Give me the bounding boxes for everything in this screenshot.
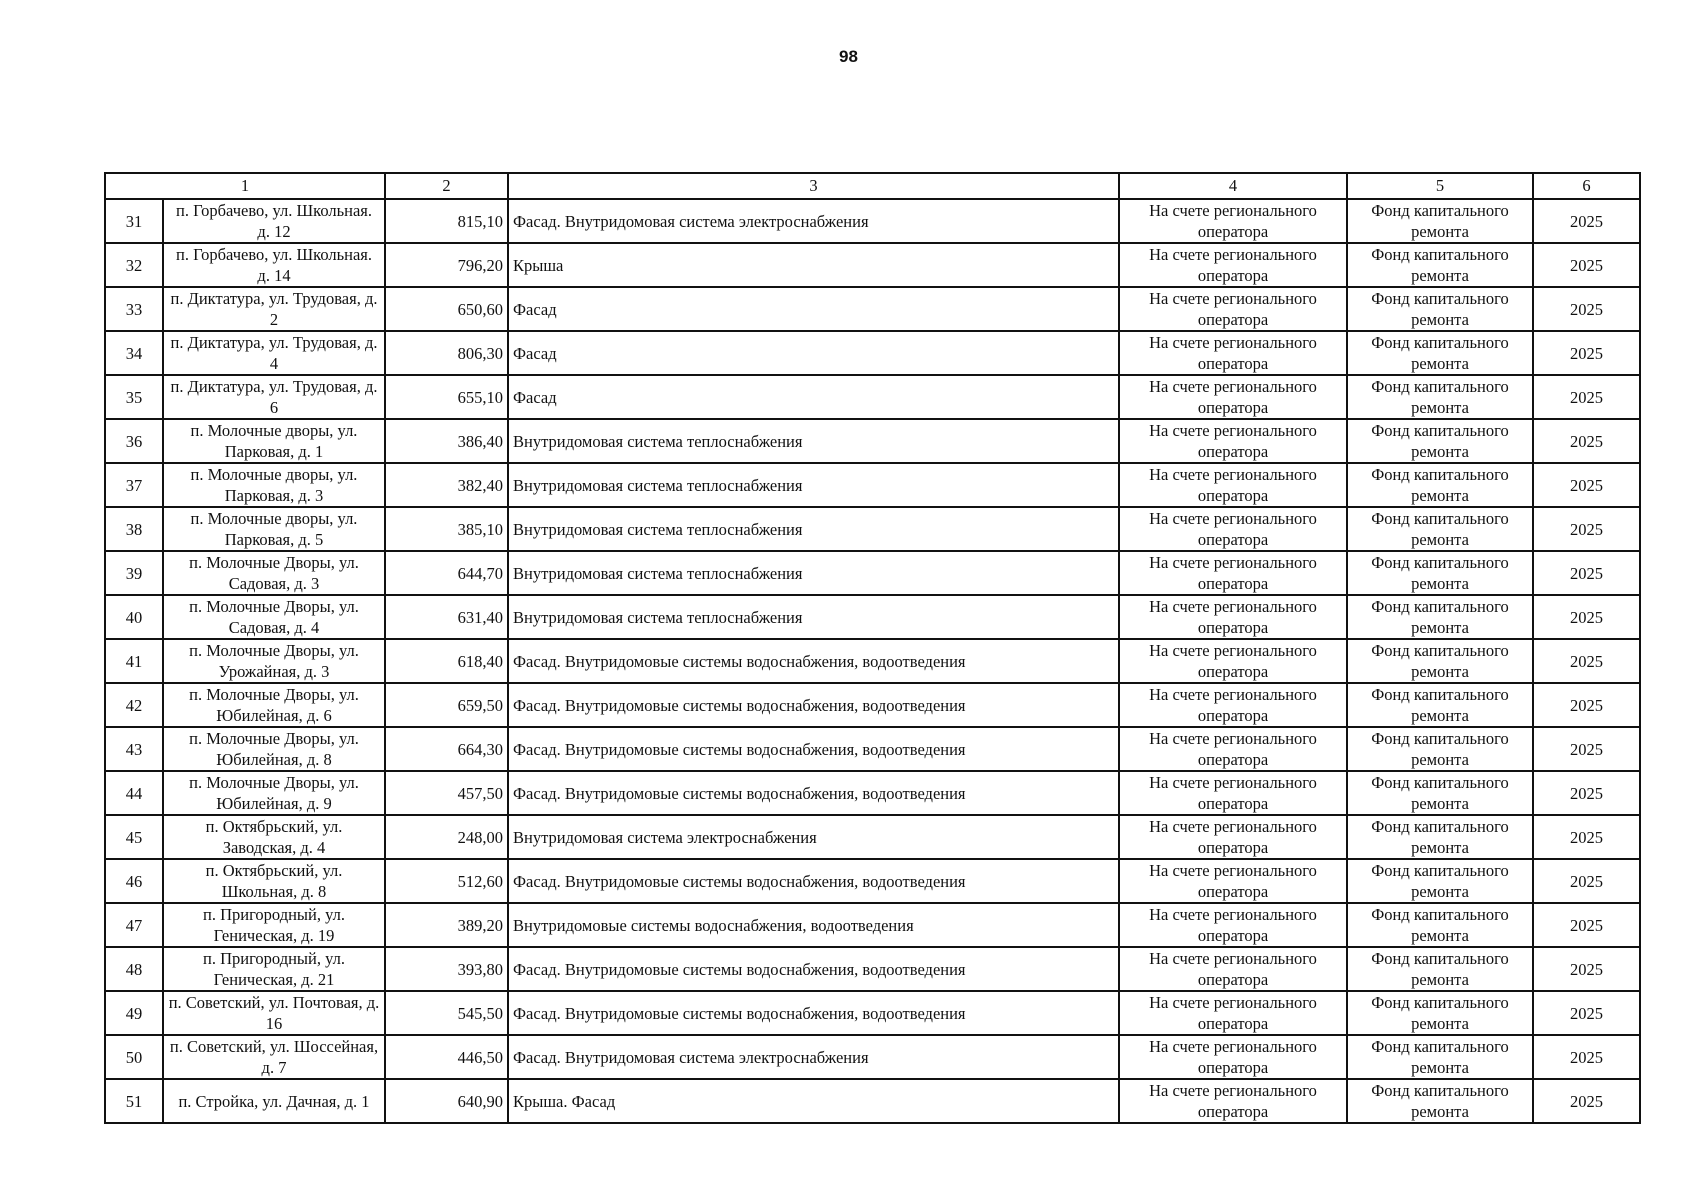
funding-source-cell: Фонд капитального ремонта xyxy=(1347,683,1533,727)
table-row xyxy=(105,991,1640,1035)
row-number: 43 xyxy=(105,727,163,771)
row-number: 34 xyxy=(105,331,163,375)
row-number: 45 xyxy=(105,815,163,859)
funding-source-cell: Фонд капитального ремонта xyxy=(1347,463,1533,507)
works-cell: Фасад. Внутридомовые системы водоснабжения, водоотведения xyxy=(508,639,1119,683)
works-cell: Фасад. Внутридомовые системы водоснабжения, водоотведения xyxy=(508,727,1119,771)
fund-method-cell: На счете регионального оператора xyxy=(1119,331,1347,375)
header-cell-4: 4 xyxy=(1119,173,1347,199)
area-cell: 248,00 xyxy=(385,815,508,859)
area-cell: 650,60 xyxy=(385,287,508,331)
fund-method-cell: На счете регионального оператора xyxy=(1119,771,1347,815)
area-cell: 655,10 xyxy=(385,375,508,419)
funding-source-cell: Фонд капитального ремонта xyxy=(1347,903,1533,947)
year-cell: 2025 xyxy=(1533,199,1640,243)
year-cell: 2025 xyxy=(1533,683,1640,727)
area-cell: 545,50 xyxy=(385,991,508,1035)
address-cell: п. Молочные Дворы, ул. Урожайная, д. 3 xyxy=(163,639,385,683)
fund-method-cell: На счете регионального оператора xyxy=(1119,551,1347,595)
year-cell: 2025 xyxy=(1533,331,1640,375)
address-cell: п. Молочные Дворы, ул. Садовая, д. 4 xyxy=(163,595,385,639)
year-cell: 2025 xyxy=(1533,815,1640,859)
page-number: 98 xyxy=(839,47,858,66)
year-cell: 2025 xyxy=(1533,551,1640,595)
row-number: 49 xyxy=(105,991,163,1035)
funding-source-cell: Фонд капитального ремонта xyxy=(1347,771,1533,815)
fund-method-cell: На счете регионального оператора xyxy=(1119,463,1347,507)
fund-method-cell: На счете регионального оператора xyxy=(1119,595,1347,639)
table-row xyxy=(105,727,1640,771)
table-header xyxy=(105,173,1640,199)
table-row xyxy=(105,331,1640,375)
area-cell: 815,10 xyxy=(385,199,508,243)
year-cell: 2025 xyxy=(1533,771,1640,815)
funding-source-cell: Фонд капитального ремонта xyxy=(1347,815,1533,859)
year-cell: 2025 xyxy=(1533,463,1640,507)
year-cell: 2025 xyxy=(1533,375,1640,419)
fund-method-cell: На счете регионального оператора xyxy=(1119,507,1347,551)
table-row xyxy=(105,287,1640,331)
funding-source-cell: Фонд капитального ремонта xyxy=(1347,287,1533,331)
table-row xyxy=(105,595,1640,639)
year-cell: 2025 xyxy=(1533,727,1640,771)
row-number: 35 xyxy=(105,375,163,419)
year-cell: 2025 xyxy=(1533,1035,1640,1079)
fund-method-cell: На счете регионального оператора xyxy=(1119,815,1347,859)
address-cell: п. Молочные дворы, ул. Парковая, д. 1 xyxy=(163,419,385,463)
funding-source-cell: Фонд капитального ремонта xyxy=(1347,419,1533,463)
works-cell: Внутридомовая система электроснабжения xyxy=(508,815,1119,859)
works-cell: Фасад. Внутридомовая система электроснабжения xyxy=(508,199,1119,243)
row-number: 38 xyxy=(105,507,163,551)
funding-source-cell: Фонд капитального ремонта xyxy=(1347,375,1533,419)
funding-source-cell: Фонд капитального ремонта xyxy=(1347,1035,1533,1079)
works-cell: Фасад. Внутридомовые системы водоснабжения, водоотведения xyxy=(508,683,1119,727)
header-cell-1: 1 xyxy=(105,173,385,199)
works-cell: Внутридомовая система теплоснабжения xyxy=(508,595,1119,639)
row-number: 51 xyxy=(105,1079,163,1123)
area-cell: 385,10 xyxy=(385,507,508,551)
row-number: 32 xyxy=(105,243,163,287)
year-cell: 2025 xyxy=(1533,903,1640,947)
fund-method-cell: На счете регионального оператора xyxy=(1119,639,1347,683)
row-number: 40 xyxy=(105,595,163,639)
address-cell: п. Советский, ул. Шоссейная, д. 7 xyxy=(163,1035,385,1079)
works-cell: Внутридомовая система теплоснабжения xyxy=(508,419,1119,463)
row-number: 48 xyxy=(105,947,163,991)
address-cell: п. Молочные Дворы, ул. Садовая, д. 3 xyxy=(163,551,385,595)
year-cell: 2025 xyxy=(1533,419,1640,463)
area-cell: 644,70 xyxy=(385,551,508,595)
fund-method-cell: На счете регионального оператора xyxy=(1119,375,1347,419)
address-cell: п. Молочные Дворы, ул. Юбилейная, д. 6 xyxy=(163,683,385,727)
area-cell: 659,50 xyxy=(385,683,508,727)
funding-source-cell: Фонд капитального ремонта xyxy=(1347,595,1533,639)
address-cell: п. Диктатура, ул. Трудовая, д. 4 xyxy=(163,331,385,375)
row-number: 31 xyxy=(105,199,163,243)
table-row xyxy=(105,1035,1640,1079)
funding-source-cell: Фонд капитального ремонта xyxy=(1347,947,1533,991)
table-row xyxy=(105,1079,1640,1123)
table-row xyxy=(105,771,1640,815)
fund-method-cell: На счете регионального оператора xyxy=(1119,199,1347,243)
address-cell: п. Молочные дворы, ул. Парковая, д. 5 xyxy=(163,507,385,551)
area-cell: 393,80 xyxy=(385,947,508,991)
year-cell: 2025 xyxy=(1533,287,1640,331)
year-cell: 2025 xyxy=(1533,859,1640,903)
funding-source-cell: Фонд капитального ремонта xyxy=(1347,727,1533,771)
works-cell: Фасад xyxy=(508,287,1119,331)
fund-method-cell: На счете регионального оператора xyxy=(1119,683,1347,727)
year-cell: 2025 xyxy=(1533,507,1640,551)
fund-method-cell: На счете регионального оператора xyxy=(1119,287,1347,331)
row-number: 50 xyxy=(105,1035,163,1079)
fund-method-cell: На счете регионального оператора xyxy=(1119,859,1347,903)
address-cell: п. Пригородный, ул. Геническая, д. 21 xyxy=(163,947,385,991)
address-cell: п. Горбачево, ул. Школьная. д. 12 xyxy=(163,199,385,243)
fund-method-cell: На счете регионального оператора xyxy=(1119,1079,1347,1123)
table-row xyxy=(105,639,1640,683)
works-cell: Крыша xyxy=(508,243,1119,287)
year-cell: 2025 xyxy=(1533,947,1640,991)
area-cell: 389,20 xyxy=(385,903,508,947)
funding-source-cell: Фонд капитального ремонта xyxy=(1347,639,1533,683)
area-cell: 806,30 xyxy=(385,331,508,375)
header-cell-6: 6 xyxy=(1533,173,1640,199)
row-number: 44 xyxy=(105,771,163,815)
row-number: 33 xyxy=(105,287,163,331)
year-cell: 2025 xyxy=(1533,595,1640,639)
table-row xyxy=(105,947,1640,991)
area-cell: 512,60 xyxy=(385,859,508,903)
area-cell: 664,30 xyxy=(385,727,508,771)
fund-method-cell: На счете регионального оператора xyxy=(1119,727,1347,771)
funding-source-cell: Фонд капитального ремонта xyxy=(1347,507,1533,551)
address-cell: п. Молочные Дворы, ул. Юбилейная, д. 9 xyxy=(163,771,385,815)
fund-method-cell: На счете регионального оператора xyxy=(1119,1035,1347,1079)
row-number: 39 xyxy=(105,551,163,595)
table-row xyxy=(105,507,1640,551)
funding-source-cell: Фонд капитального ремонта xyxy=(1347,331,1533,375)
row-number: 46 xyxy=(105,859,163,903)
works-cell: Фасад. Внутридомовые системы водоснабжения, водоотведения xyxy=(508,771,1119,815)
funding-source-cell: Фонд капитального ремонта xyxy=(1347,1079,1533,1123)
table-row xyxy=(105,551,1640,595)
works-cell: Фасад. Внутридомовые системы водоснабжения, водоотведения xyxy=(508,947,1119,991)
funding-source-cell: Фонд капитального ремонта xyxy=(1347,551,1533,595)
table-row xyxy=(105,859,1640,903)
header-cell-3: 3 xyxy=(508,173,1119,199)
table-row xyxy=(105,683,1640,727)
area-cell: 631,40 xyxy=(385,595,508,639)
works-cell: Внутридомовая система теплоснабжения xyxy=(508,507,1119,551)
address-cell: п. Диктатура, ул. Трудовая, д. 6 xyxy=(163,375,385,419)
year-cell: 2025 xyxy=(1533,639,1640,683)
fund-method-cell: На счете регионального оператора xyxy=(1119,903,1347,947)
fund-method-cell: На счете регионального оператора xyxy=(1119,419,1347,463)
works-cell: Фасад. Внутридомовые системы водоснабжения, водоотведения xyxy=(508,859,1119,903)
address-cell: п. Горбачево, ул. Школьная. д. 14 xyxy=(163,243,385,287)
area-cell: 446,50 xyxy=(385,1035,508,1079)
works-cell: Фасад. Внутридомовые системы водоснабжения, водоотведения xyxy=(508,991,1119,1035)
area-cell: 382,40 xyxy=(385,463,508,507)
row-number: 37 xyxy=(105,463,163,507)
address-cell: п. Пригородный, ул. Геническая, д. 19 xyxy=(163,903,385,947)
table-row xyxy=(105,243,1640,287)
works-cell: Фасад. Внутридомовая система электроснабжения xyxy=(508,1035,1119,1079)
funding-source-cell: Фонд капитального ремонта xyxy=(1347,991,1533,1035)
funding-source-cell: Фонд капитального ремонта xyxy=(1347,199,1533,243)
row-number: 47 xyxy=(105,903,163,947)
table-row xyxy=(105,815,1640,859)
row-number: 42 xyxy=(105,683,163,727)
header-row xyxy=(105,173,1640,199)
area-cell: 618,40 xyxy=(385,639,508,683)
works-cell: Внутридомовая система теплоснабжения xyxy=(508,551,1119,595)
works-cell: Крыша. Фасад xyxy=(508,1079,1119,1123)
year-cell: 2025 xyxy=(1533,991,1640,1035)
area-cell: 640,90 xyxy=(385,1079,508,1123)
works-cell: Фасад xyxy=(508,331,1119,375)
address-cell: п. Молочные дворы, ул. Парковая, д. 3 xyxy=(163,463,385,507)
address-cell: п. Стройка, ул. Дачная, д. 1 xyxy=(163,1079,385,1123)
table-row xyxy=(105,375,1640,419)
fund-method-cell: На счете регионального оператора xyxy=(1119,243,1347,287)
address-cell: п. Диктатура, ул. Трудовая, д. 2 xyxy=(163,287,385,331)
area-cell: 386,40 xyxy=(385,419,508,463)
table-body xyxy=(105,199,1640,1123)
fund-method-cell: На счете регионального оператора xyxy=(1119,947,1347,991)
year-cell: 2025 xyxy=(1533,243,1640,287)
works-cell: Внутридомовые системы водоснабжения, водоотведения xyxy=(508,903,1119,947)
table-row xyxy=(105,463,1640,507)
address-cell: п. Советский, ул. Почтовая, д. 16 xyxy=(163,991,385,1035)
fund-method-cell: На счете регионального оператора xyxy=(1119,991,1347,1035)
table-row xyxy=(105,199,1640,243)
header-cell-2: 2 xyxy=(385,173,508,199)
year-cell: 2025 xyxy=(1533,1079,1640,1123)
works-cell: Внутридомовая система теплоснабжения xyxy=(508,463,1119,507)
table-row xyxy=(105,903,1640,947)
row-number: 41 xyxy=(105,639,163,683)
header-cell-5: 5 xyxy=(1347,173,1533,199)
works-cell: Фасад xyxy=(508,375,1119,419)
address-cell: п. Молочные Дворы, ул. Юбилейная, д. 8 xyxy=(163,727,385,771)
address-cell: п. Октябрьский, ул. Школьная, д. 8 xyxy=(163,859,385,903)
funding-source-cell: Фонд капитального ремонта xyxy=(1347,243,1533,287)
area-cell: 796,20 xyxy=(385,243,508,287)
area-cell: 457,50 xyxy=(385,771,508,815)
table-row xyxy=(105,419,1640,463)
row-number: 36 xyxy=(105,419,163,463)
funding-source-cell: Фонд капитального ремонта xyxy=(1347,859,1533,903)
address-cell: п. Октябрьский, ул. Заводская, д. 4 xyxy=(163,815,385,859)
capital-repair-table xyxy=(104,172,1641,1124)
